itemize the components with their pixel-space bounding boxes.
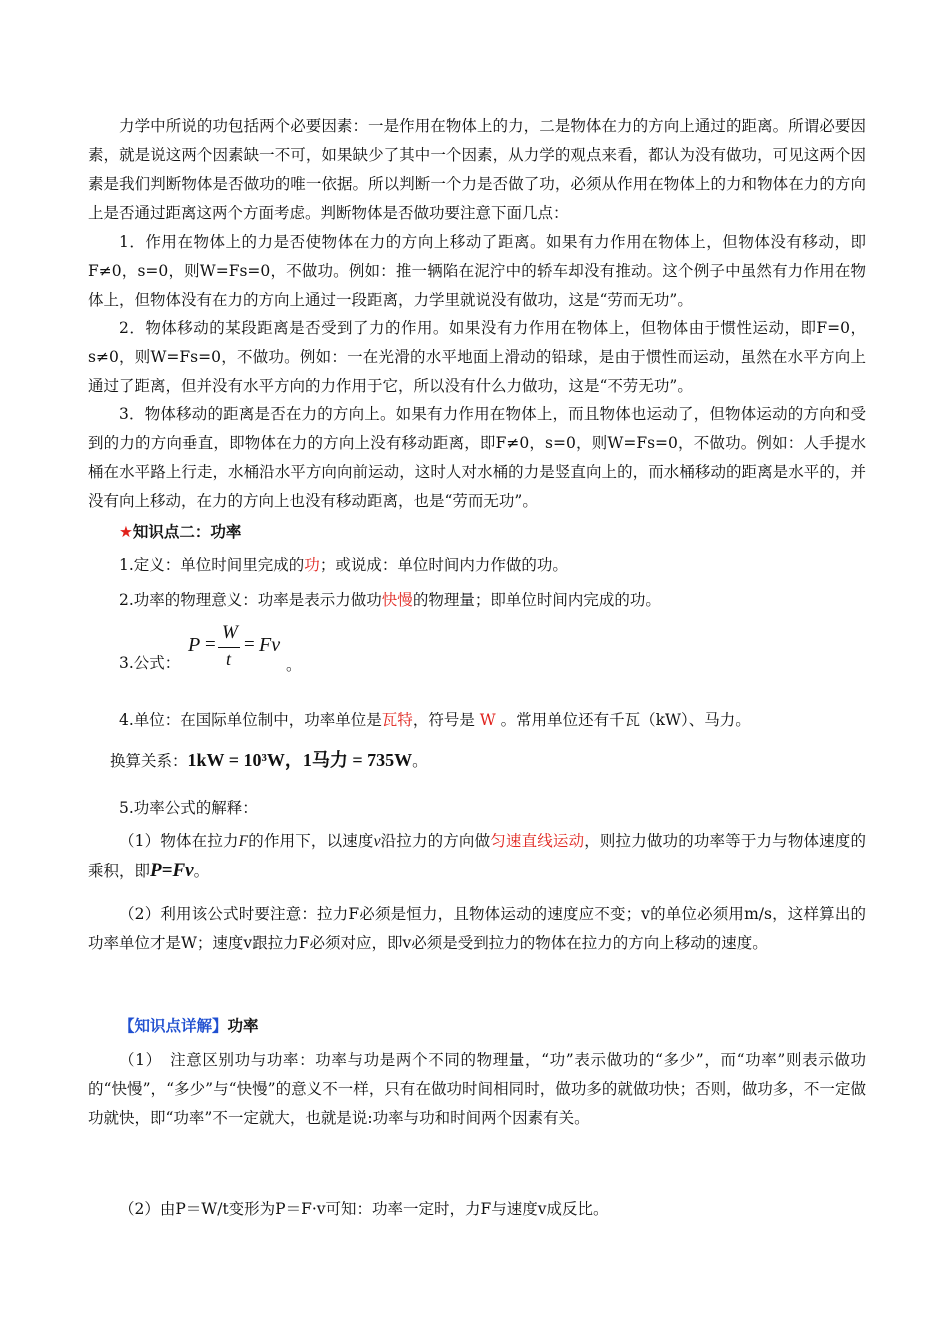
conversion-line: 换算关系：1kW = 10³W，1马力 = 735W。	[110, 750, 428, 770]
intro-paragraph: 力学中所说的功包括两个必要因素：一是作用在物体上的力，二是物体在力的方向上通过的距离。所谓必要因素，就是说这两个因素缺一不可，如果缺少了其中一个因素，从力学的观点来看，都认为没有做功，可见这两个因素是我们判断物体是否做功的唯一依据。所以判断一个力是否做了功，必须从作用在物体上的力和物体在力的方向上是否通过距离这两个方面考虑。判断物体是否做功要注意下面几点：	[88, 117, 866, 222]
highlight-w-symbol: W	[479, 711, 496, 729]
formula-eq-1: =	[205, 634, 216, 655]
inline-formula-pfv: P=Fv	[150, 860, 194, 881]
conversion-formula: 1kW = 10³W，1马力 = 735W	[187, 750, 413, 770]
unit-line: 4.单位：在国际单位制中，功率单位是瓦特，符号是 W 。常用单位还有千瓦（kW）、马力。	[119, 711, 751, 729]
explanation-title: 5.功率公式的解释：	[119, 799, 258, 817]
explanation-2: （2）利用该公式时要注意：拉力F必须是恒力，且物体运动的速度应不变；v的单位必须用m/s，这样算出的功率单位才是W；速度v跟拉力F必须对应，即v必须是受到拉力的物体在拉力的方向上移动的速度。	[88, 905, 866, 952]
formula-label: 3.公式：	[119, 654, 181, 672]
highlight-watt: 瓦特	[381, 711, 413, 729]
detail-item-1: （1） 注意区别功与功率：功率与功是两个不同的物理量，“功”表示做功的“多少”，而“功率”则表示做功的“快慢”，“多少”与“快慢”的意义不一样，只有在做功时间相同时，做功多的就做功快；否则，做功多，不一定做功就快，即“功率”不一定就大，也就是说:功率与功和时间两个因素有关。	[88, 1051, 866, 1127]
formula-fv: Fv	[259, 634, 281, 656]
highlight-speed: 快慢	[381, 591, 413, 609]
detail-title: 功率	[227, 1017, 259, 1035]
formula-numerator: W	[222, 622, 238, 643]
power-formula	[188, 622, 298, 672]
conversion-label: 换算关系：	[110, 752, 188, 770]
point-2: 2．物体移动的某段距离是否受到了力的作用。如果没有力作用在物体上，但物体由于惯性运动，即F=0，s≠0，则W=Fs=0，不做功。例如：一在光滑的水平地面上滑动的铅球，是由于惯性而运动，虽然在水平方向上通过了距离，但并没有水平方向的力作用于它，所以没有什么力做功，这是“不劳无功”。	[88, 319, 866, 395]
detail-item-2: （2）由P＝W/t变形为P＝F·v可知：功率一定时，力F与速度v成反比。	[119, 1200, 609, 1218]
formula-end: 。	[286, 656, 302, 674]
detail-bracket-title: 【知识点详解】	[119, 1017, 228, 1035]
definition-line: 1.定义：单位时间里完成的功；或说成：单位时间内力作做的功。	[119, 556, 568, 574]
explanation-1: （1）物体在拉力F的作用下，以速度v沿拉力的方向做匀速直线运动，则拉力做功的功率等于力与物体速度的乘积，即P=Fv。	[88, 832, 866, 881]
point-1: 1．作用在物体上的力是否使物体在力的方向上移动了距离。如果有力作用在物体上，但物体没有移动，即F≠0，s=0，则W=Fs=0，不做功。例如：推一辆陷在泥泞中的轿车却没有推动。这个例子中虽然有力作用在物体上，但物体没有在力的方向上通过一段距离，力学里就说没有做功，这是“劳而无功”。	[88, 233, 866, 309]
formula-denominator: t	[226, 649, 232, 669]
highlight-uniform-motion: 匀速直线运动	[490, 832, 585, 850]
star-icon: ★	[119, 523, 133, 541]
formula-eq-2: =	[244, 634, 255, 655]
highlight-work: 功	[304, 556, 320, 574]
section-2-heading	[88, 518, 866, 547]
meaning-line: 2.功率的物理意义：功率是表示力做功快慢的物理量；即单位时间内完成的功。	[119, 591, 661, 609]
formula-p: P	[188, 634, 201, 656]
section-2-title: 知识点二：功率	[132, 523, 242, 541]
fraction-bar	[218, 647, 240, 648]
detail-heading	[88, 1012, 866, 1041]
point-3: 3．物体移动的距离是否在力的方向上。如果有力作用在物体上，而且物体也运动了，但物体运动的方向和受到的力的方向垂直，即物体在力的方向上没有移动距离，即F≠0，s=0，则W=Fs=0，不做功。例如：人手提水桶在水平路上行走，水桶沿水平方向向前运动，这时人对水桶的力是竖直向上的，而水桶移动的距离是水平的，并没有向上移动，在力的方向上也没有移动距离，也是“劳而无功”。	[88, 405, 866, 510]
